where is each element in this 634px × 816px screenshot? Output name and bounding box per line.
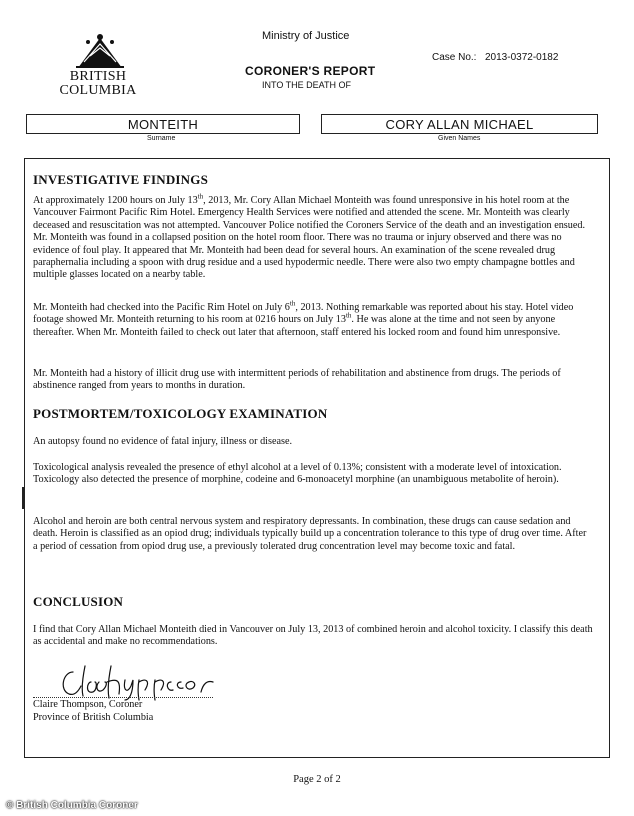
case-number-value: 2013-0372-0182	[485, 52, 559, 63]
findings-paragraph-3: Mr. Monteith had a history of illicit drug use with intermittent periods of rehabilitation and abstinence from drugs. The periods of abstinence ranged from years to months in duration.	[33, 368, 561, 392]
logo-text-line2: COLUMBIA	[59, 83, 137, 98]
report-subtitle: INTO THE DEATH OF	[262, 80, 352, 90]
toxicology-paragraph-3: Alcohol and heroin are both central nervous system and respiratory depressants. In combination, these drugs can cause sedation and death. Heroin is classified as an opiod drug; individuals typically build up a concentration tolerance to this type of drug over time. After a period of cessation from opiod drug use, a previously tolerated drug concentration level may become toxic and fatal.	[33, 516, 587, 552]
toxicology-paragraph-2: Toxicological analysis revealed the presence of ethyl alcohol at a level of 0.13%; consistent with a moderate level of intoxication. Toxicology also detected the presence of morphine, codeine and 6-monoacetyl morphine (an unambiguous metabolite of heroin).	[33, 462, 562, 486]
handwritten-signature	[55, 660, 225, 702]
report-title: CORONER'S REPORT	[245, 64, 376, 78]
findings-paragraph-1: At approximately 1200 hours on July 13th, 2013, Mr. Cory Allan Michael Monteith was found unresponsive in his hotel room at the Vancouver Fairmont Pacific Rim Hotel. Emergency Health Services were notified and attended the scene. Mr. Monteith was clearly deceased and resuscitation was not attempted. Vancouver Police notified the Coroners Service of the death and an investigation ensued. Mr. Monteith was found in a collapsed position on the hotel room floor. There was no trauma or injury observed and there was no evidence of foul play. It appeared that Mr. Monteith had been dead for several hours. An examination of the scene revealed drug paraphernalia including a spoon with drug residue and a used hypodermic needle. There were also two empty champagne bottles and multiple glasses located on a nearby table.	[33, 192, 586, 281]
page-number: Page 2 of 2	[293, 774, 341, 785]
conclusion-paragraph: I find that Cory Allan Michael Monteith died in Vancouver on July 13, 2013 of combined heroin and alcohol toxicity. I classify this death as accidental and make no recommendations.	[33, 624, 593, 648]
signatory-block	[33, 699, 153, 724]
watermark-credit: © British Columbia Coroner	[6, 800, 138, 811]
findings-heading: INVESTIGATIVE FINDINGS	[33, 172, 209, 187]
signatory-name: Claire Thompson, Coroner	[33, 699, 143, 710]
given-names-value: CORY ALLAN MICHAEL	[385, 116, 534, 132]
case-number-label: Case No.:	[432, 52, 477, 63]
logo-text-line1: BRITISH	[69, 69, 127, 84]
surname-field	[26, 114, 300, 134]
surname-value: MONTEITH	[127, 116, 199, 132]
conclusion-heading: CONCLUSION	[33, 594, 124, 609]
signatory-organization: Province of British Columbia	[33, 711, 154, 723]
signature-line	[33, 697, 213, 698]
surname-caption: Surname	[147, 135, 176, 142]
toxicology-paragraph-1: An autopsy found no evidence of fatal injury, illness or disease.	[33, 436, 293, 447]
margin-mark	[22, 487, 24, 509]
given-names-field	[321, 114, 598, 134]
findings-paragraph-2: Mr. Monteith had checked into the Pacific Rim Hotel on July 6th, 2013. Nothing remarkable was reported about his stay. Hotel video footage showed Mr. Monteith returning to his room at 0216 hours on July 13th. He was alone at the time and not seen by anyone thereafter. When Mr. Monteith failed to check out later that afternoon, staff entered his locked room and found him unresponsive.	[33, 299, 574, 338]
logo-text	[48, 70, 148, 98]
ministry-name: Ministry of Justice	[262, 30, 350, 42]
given-names-caption: Given Names	[438, 135, 481, 142]
toxicology-heading: POSTMORTEM/TOXICOLOGY EXAMINATION	[33, 406, 328, 421]
